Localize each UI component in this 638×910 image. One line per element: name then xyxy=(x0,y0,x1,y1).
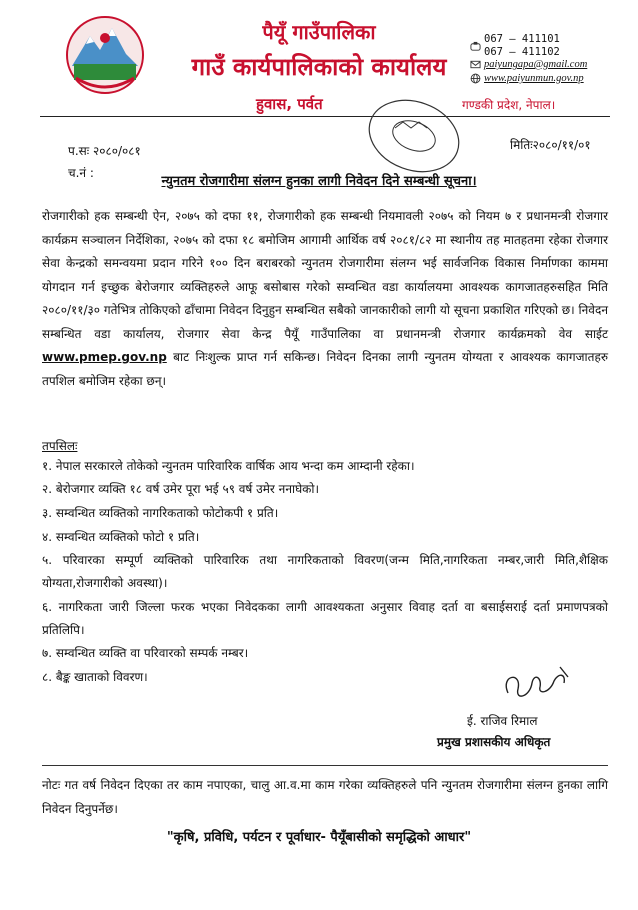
notice-subject-text: न्युनतम रोजगारीमा संलग्न हुनका लागी निवेदन दिने सम्बन्धी सूचना। xyxy=(161,174,477,189)
requirement-item: ७. सम्वन्धित व्यक्ति वा परिवारको सम्पर्क नम्बर। xyxy=(42,646,249,660)
office-stamp xyxy=(355,96,473,182)
requirement-item: ८. बैङ्क खाताको विवरण। xyxy=(42,670,148,684)
phone-number-1: 067 – 411101 xyxy=(484,33,560,45)
province-name: गण्डकी प्रदेश, नेपाल। xyxy=(462,98,556,112)
details-label: तपसिलः xyxy=(42,439,78,453)
header-divider xyxy=(40,116,610,117)
notice-subject xyxy=(0,171,638,189)
municipality-name: पैयूँ गाउँपालिका xyxy=(262,20,376,44)
website-url[interactable]: www.paiyunmun.gov.np xyxy=(484,73,584,84)
footer-slogan: "कृषि, प्रविधि, पर्यटन र पूर्वाधार- पैयूँबासीको समृद्धिको आधार" xyxy=(166,830,472,845)
letter-date: मितिः२०८०/११/०१ xyxy=(510,138,591,152)
contact-email xyxy=(470,59,587,70)
contact-website xyxy=(470,73,584,84)
notice-body xyxy=(42,205,608,393)
office-location: हुवास, पर्वत xyxy=(256,95,323,113)
requirement-item: ५. परिवारका सम्पूर्ण व्यक्तिको पारिवारिक तथा नागरिकताको विवरण(जन्म मिति,नागरिकता नम्बर,जारी मिति,शैक्षिक योग्यता,रोजगारीको अवस्था)। xyxy=(42,553,608,590)
phone-number-2: 067 – 411102 xyxy=(484,46,560,58)
requirement-item: १. नेपाल सरकारले तोकेको न्युनतम पारिवारिक वार्षिक आय भन्दा कम आम्दानी रहेका। xyxy=(42,459,415,473)
pmep-website-link[interactable]: www.pmep.gov.np xyxy=(42,350,167,364)
requirement-item: ४. सम्वन्धित व्यक्तिको फोटो १ प्रति। xyxy=(42,530,200,544)
body-text-part1: रोजगारीको हक सम्बन्धी ऐन, २०७५ को दफा ११, रोजगारीको हक सम्बन्धी नियमावली २०७५ को नियम ७ र प्रधानमन्त्री रोजगार कार्यक्रम सञ्चालन निर्देशिका, २०७५ को दफा १८ बमोजिम आगामी आर्थिक वर्ष २०८१/८२ मा स्थानीय तह मातहतमा रहेका रोजगार सेवा केन्द्रको समन्वयमा प्रदान गरिने १०० दिन बराबरको न्युनतम रोजगारीमा संलग्न भई सार्वजनिक विकास निर्माणका काममा योगदान गर्न इच्छुक बेरोजगार व्यक्तिहरुले आफू बसोबास गरेको सम्वन्धित वडा कार्यालयमा आवश्यक कागजातहरुसहित मिति २०८०/११/३० गतेभित्र तोकिएको ढाँचामा निवेदन दिनुहुन सम्बन्धित सबैको जानकारीको लागी यो सूचना प्रकाशित गरिएको छ। निवेदन सम्बन्धित वडा कार्यालय, रोजगार सेवा केन्द्र पैयूँ गाउँपालिका वा प्रधानमन्त्री रोजगार कार्यक्रमको वेव साईट xyxy=(42,209,608,341)
handwritten-signature xyxy=(470,655,590,715)
requirement-item: ६. नागरिकता जारी जिल्ला फरक भएका निवेदकका लागी आवश्यकता अनुसार विवाह दर्ता वा बसाईसराई दर्ता प्रमाणपत्रको प्रतिलिपि। xyxy=(42,600,608,637)
office-name: गाउँ कार्यपालिकाको कार्यालय xyxy=(191,53,447,81)
phone-icon xyxy=(470,41,481,52)
email-address[interactable]: paiyungapa@gmail.com xyxy=(484,59,588,70)
signatory-name: ई. राजिव रिमाल xyxy=(467,714,538,728)
note-divider xyxy=(42,765,608,766)
email-icon xyxy=(470,59,481,70)
note-text: नोटः गत वर्ष निवेदन दिएका तर काम नपाएका, चालु आ.व.मा काम गरेका व्यक्तिहरुले पनि न्युनतम रोजगारीमा संलग्न हुनका लागि निवेदन दिनुपर्नेछ। xyxy=(42,778,608,816)
signatory-title: प्रमुख प्रशासकीय अधिकृत xyxy=(437,735,551,749)
body-text-part2: बाट निःशुल्क प्राप्त गर्न सकिन्छ। निवेदन दिनका लागी न्युनतम योग्यता र आवश्यक कागजातहरु तपशिल बमोजिम रहेका छन्। xyxy=(42,350,608,388)
requirement-item: ३. सम्वन्धित व्यक्तिको नागरिकताको फोटोकपी १ प्रति। xyxy=(42,506,279,520)
globe-icon xyxy=(470,73,481,84)
contact-phone xyxy=(470,33,560,59)
reference-number: प.सः २०८०/०८१ xyxy=(68,144,141,158)
requirement-item: २. बेरोजगार व्यक्ति १८ वर्ष उमेर पूरा भई ५९ वर्ष उमेर ननाघेको। xyxy=(42,482,320,496)
dispatch-number: च.नं : xyxy=(68,166,94,180)
